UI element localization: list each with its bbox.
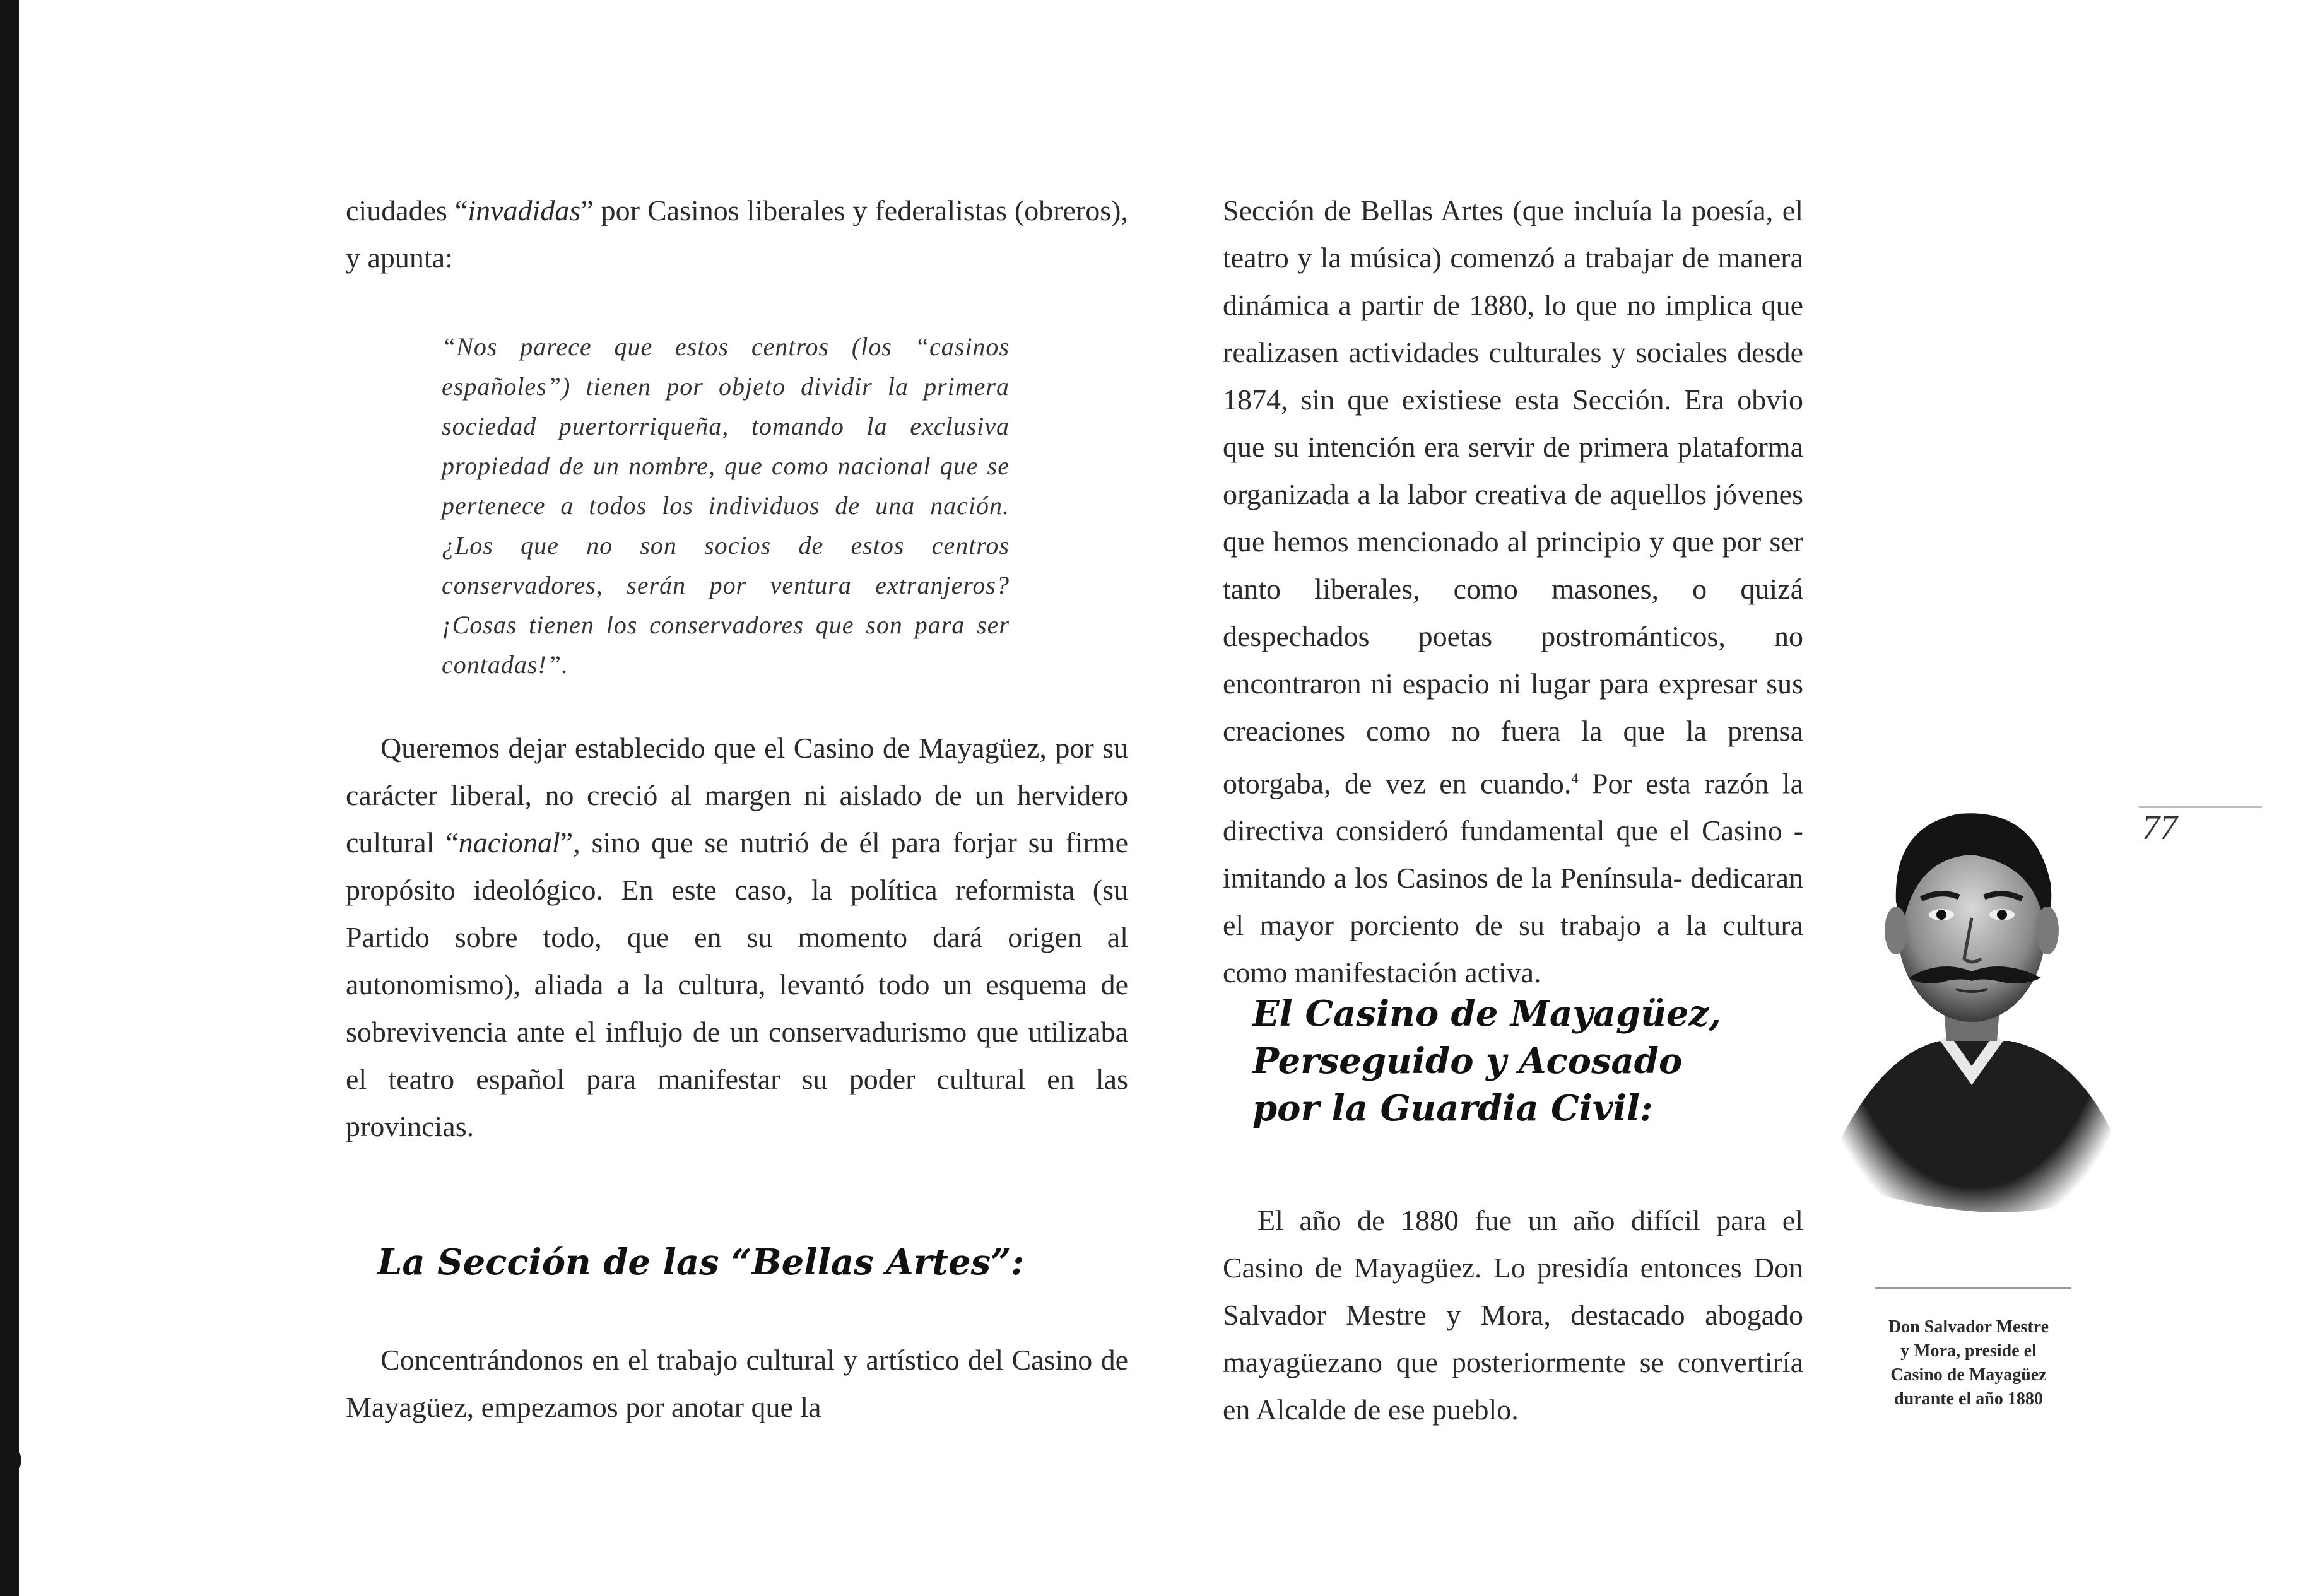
right-paragraph-1-text-b: Por esta razón la directiva consideró fundamental que el Casino -imitando a los Casinos de la Península- dedicaran el mayor porciento de su trabajo a la cultura como manifestación activa. <box>1223 767 1803 989</box>
page-number: 77 <box>2142 808 2177 847</box>
caption-line-3: Casino de Mayagüez <box>1890 1365 2047 1385</box>
spine-notch <box>9 1451 21 1470</box>
caption-rule <box>1875 1287 2071 1289</box>
left-column <box>346 187 1128 1480</box>
intro-text-b: ” por Casinos liberales y federalistas (obreros), y apunta: <box>346 194 1128 274</box>
block-quote: “Nos parece que estos centros (los “casinos españoles”) tienen por objeto dividir la primera sociedad puertorriqueña, tomando la exclusiva propiedad de un nombre, que como nacional que se pertenece a todos los individuos de una nación. ¿Los que no son socios de estos centros conservadores, serán por ventura extranjeros? ¡Cosas tienen los conservadores que son para ser contadas!”. <box>442 332 1010 679</box>
portrait-svg <box>1833 789 2117 1218</box>
intro-emphasis: invadidas <box>468 194 581 226</box>
intro-text-a: ciudades “ <box>346 194 468 226</box>
caption-line-4: durante el año 1880 <box>1894 1389 2043 1409</box>
body-paragraph <box>346 724 1128 1150</box>
book-spine <box>0 0 19 1596</box>
heading-line-3: por la Guardia Civil: <box>1252 1088 1653 1129</box>
body-paragraph-emphasis: nacional <box>458 826 560 859</box>
body-paragraph-text-b: ”, sino que se nutrió de él para forjar su firme propósito ideológico. En este caso, la política reformista (su Partido sobre todo, que en su momento dará origen al autonomismo), aliada a la cultura, levantó todo un esquema de sobrevivencia ante el influjo de un conservadurismo que utilizaba el teatro español para manifestar su poder cultural en las provincias. <box>346 826 1128 1142</box>
right-paragraph-1-text-a: Sección de Bellas Artes (que incluía la poesía, el teatro y la música) comenzó a trabajar de manera dinámica a partir de 1880, lo que no implica que realizasen actividades culturales y sociales desde 1874, sin que existiese esta Sección. Era obvio que su intención era servir de primera plataforma organizada a la labor creativa de aquellos jóvenes que hemos mencionado al principio y que por ser tanto liberales, como masones, o quizá despechados poetas postrománticos, no encontraron ni espacio ni lugar para expresar sus creaciones como no fuera la que la prensa otorgaba, de vez en cuando. <box>1223 194 1803 800</box>
heading-line-2: Perseguido y Acosado <box>1252 1040 1683 1082</box>
body-paragraph-text-a: Queremos dejar establecido que el Casino de Mayagüez, por su carácter liberal, no creció al margen ni aislado de un hervidero cultural “ <box>346 732 1128 859</box>
portrait-caption <box>1861 1315 2076 1411</box>
caption-line-2: y Mora, preside el <box>1900 1341 2037 1361</box>
footnote-marker: 4 <box>1571 770 1579 786</box>
portrait-illustration <box>1833 789 2117 1218</box>
caption-line-1: Don Salvador Mestre <box>1888 1317 2049 1337</box>
heading-line-1: El Casino de Mayagüez, <box>1252 993 1721 1035</box>
section-heading-bellas-artes: La Sección de las “Bellas Artes”: <box>377 1241 1025 1283</box>
right-paragraph-2: El año de 1880 fue un año difícil para el Casino de Mayagüez. Lo presidía entonces Don Salvador Mestre y Mora, destacado abogado mayagüezano que posteriormente se convertiría en Alcalde de ese pueblo. <box>1223 1204 1803 1426</box>
closing-paragraph: Concentrándonos en el trabajo cultural y artístico del Casino de Mayagüez, empezamos por anotar que la <box>346 1344 1128 1423</box>
intro-paragraph <box>346 187 1128 281</box>
right-heading-block <box>1252 990 1820 1132</box>
